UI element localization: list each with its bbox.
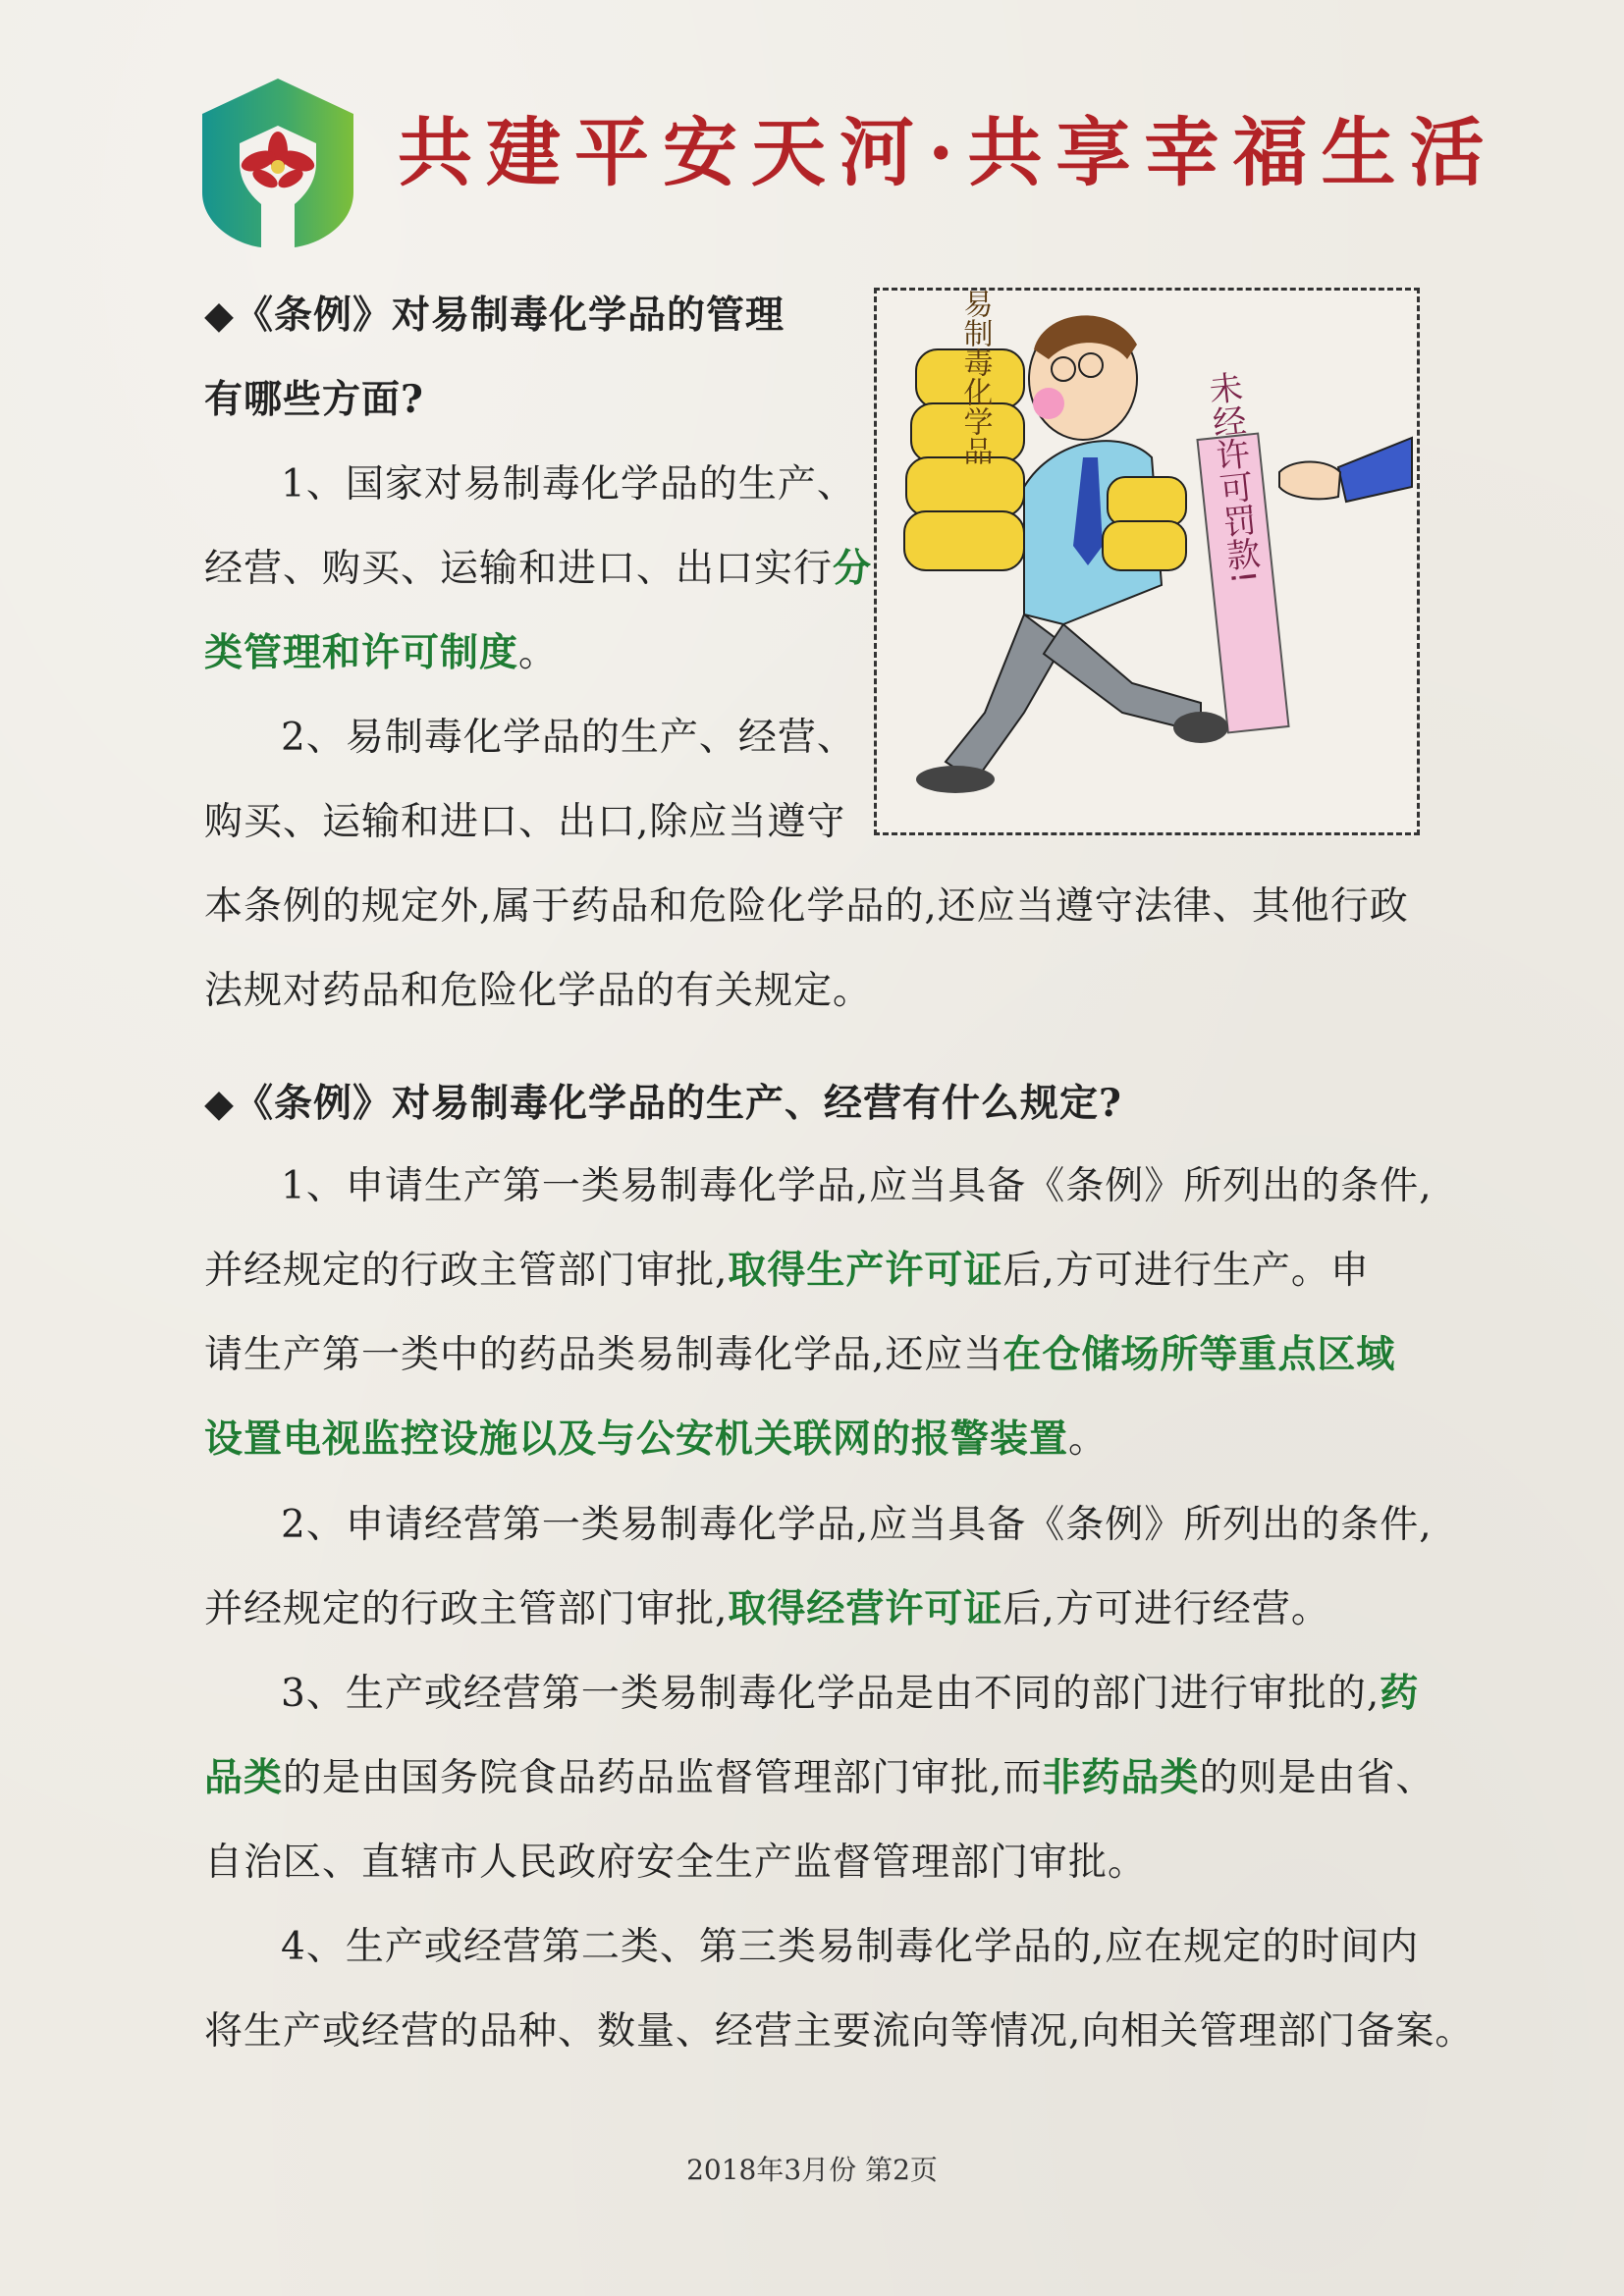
- paragraph-line: [204, 1398, 1433, 1482]
- paragraph-line: [204, 527, 872, 612]
- shoe-icon: [916, 766, 995, 793]
- paragraph-line: 1、申请生产第一类易制毒化学品,应当具备《条例》所列出的条件,: [281, 1164, 1433, 1208]
- section2-paragraph4: [204, 1905, 1474, 2074]
- section2-paragraph1: [204, 1145, 1433, 1482]
- paragraph-line: [204, 1568, 1433, 1652]
- text-run: 请生产第一类中的药品类易制毒化学品,还应当: [204, 1333, 1003, 1377]
- text-run: 并经规定的行政主管部门审批,: [204, 1249, 729, 1293]
- text-run: 的则是由省、: [1199, 1756, 1435, 1800]
- paragraph-line: 2、申请经营第一类易制毒化学品,应当具备《条例》所列出的条件,: [281, 1503, 1433, 1547]
- highlight-text: 取得经营许可证: [728, 1587, 1003, 1631]
- paragraph-line: [204, 1652, 1435, 1736]
- text-run: 。: [1068, 1417, 1109, 1462]
- header-slogan: 共建平安天河·共享幸福生活: [398, 109, 1498, 196]
- cartoon-illustration: [877, 291, 1417, 832]
- hand-sleeve-icon: [1338, 438, 1412, 502]
- paragraph-line: 2、易制毒化学品的生产、经营、: [281, 716, 856, 760]
- section2-heading: ◆《条例》对易制毒化学品的生产、经营有什么规定?: [204, 1081, 1122, 1126]
- paragraph-line: [204, 1736, 1435, 1821]
- paragraph-line: 1、国家对易制毒化学品的生产、: [281, 462, 856, 507]
- highlight-text: 分: [833, 547, 873, 591]
- highlight-text: 非药品类: [1042, 1756, 1200, 1800]
- text-run: 的是由国务院食品药品监督管理部门审批,而: [283, 1756, 1043, 1800]
- paragraph-line: 自治区、直辖市人民政府安全生产监督管理部门审批。: [204, 1841, 1148, 1885]
- highlight-text: 设置电视监控设施以及与公安机关联网的报警装置: [204, 1417, 1069, 1462]
- illustration-frame: [874, 288, 1420, 835]
- highlight-text: 品类: [204, 1756, 284, 1800]
- highlight-text: 药: [1380, 1672, 1420, 1716]
- text-run: 经营、购买、运输和进口、出口实行: [204, 547, 834, 591]
- page-footer: 2018年3月份 第2页: [686, 2154, 938, 2186]
- leg-icon: [946, 614, 1063, 781]
- paragraph-line: 本条例的规定外,属于药品和危险化学品的,还应当遵守法律、其他行政: [204, 884, 1409, 929]
- paragraph-line: [204, 612, 872, 696]
- paragraph-line: 购买、运输和进口、出口,除应当遵守: [204, 800, 846, 844]
- text-run: 。: [518, 631, 559, 675]
- paragraph-line: 4、生产或经营第二类、第三类易制毒化学品的,应在规定的时间内: [281, 1925, 1420, 1969]
- section2-paragraph2: [204, 1483, 1433, 1652]
- sack-text: 易制毒化学品: [957, 291, 993, 465]
- paragraph-line: [204, 1229, 1433, 1313]
- paragraph-line: [204, 1313, 1433, 1398]
- text-run: 后,方可进行生产。申: [1002, 1249, 1370, 1293]
- section1-heading: [204, 273, 785, 442]
- scroll-text: 未经许可罚款!: [1201, 369, 1263, 586]
- tianhe-logo-icon: [196, 75, 359, 251]
- leg-icon: [1044, 624, 1201, 732]
- hand-icon: [1279, 461, 1340, 499]
- highlight-text: 类管理和许可制度: [204, 631, 519, 675]
- paragraph-line: 法规对药品和危险化学品的有关规定。: [204, 969, 873, 1013]
- section1-heading-line1: ◆《条例》对易制毒化学品的管理: [204, 293, 785, 338]
- fine-scroll-icon: [1197, 369, 1288, 732]
- text-run: 后,方可进行经营。: [1002, 1587, 1330, 1631]
- blush-icon: [1033, 388, 1064, 419]
- paragraph-line: 将生产或经营的品种、数量、经营主要流向等情况,向相关管理部门备案。: [204, 2009, 1475, 2054]
- section1-paragraph1: [204, 443, 872, 696]
- section1-heading-line2: 有哪些方面?: [204, 377, 424, 422]
- shoe-icon: [1173, 712, 1228, 743]
- text-run: 并经规定的行政主管部门审批,: [204, 1587, 729, 1631]
- text-run: 3、生产或经营第一类易制毒化学品是由不同的部门进行审批的,: [281, 1672, 1380, 1716]
- highlight-text: 在仓储场所等重点区域: [1002, 1333, 1396, 1377]
- section2-paragraph3: [204, 1652, 1435, 1905]
- highlight-text: 取得生产许可证: [728, 1249, 1003, 1293]
